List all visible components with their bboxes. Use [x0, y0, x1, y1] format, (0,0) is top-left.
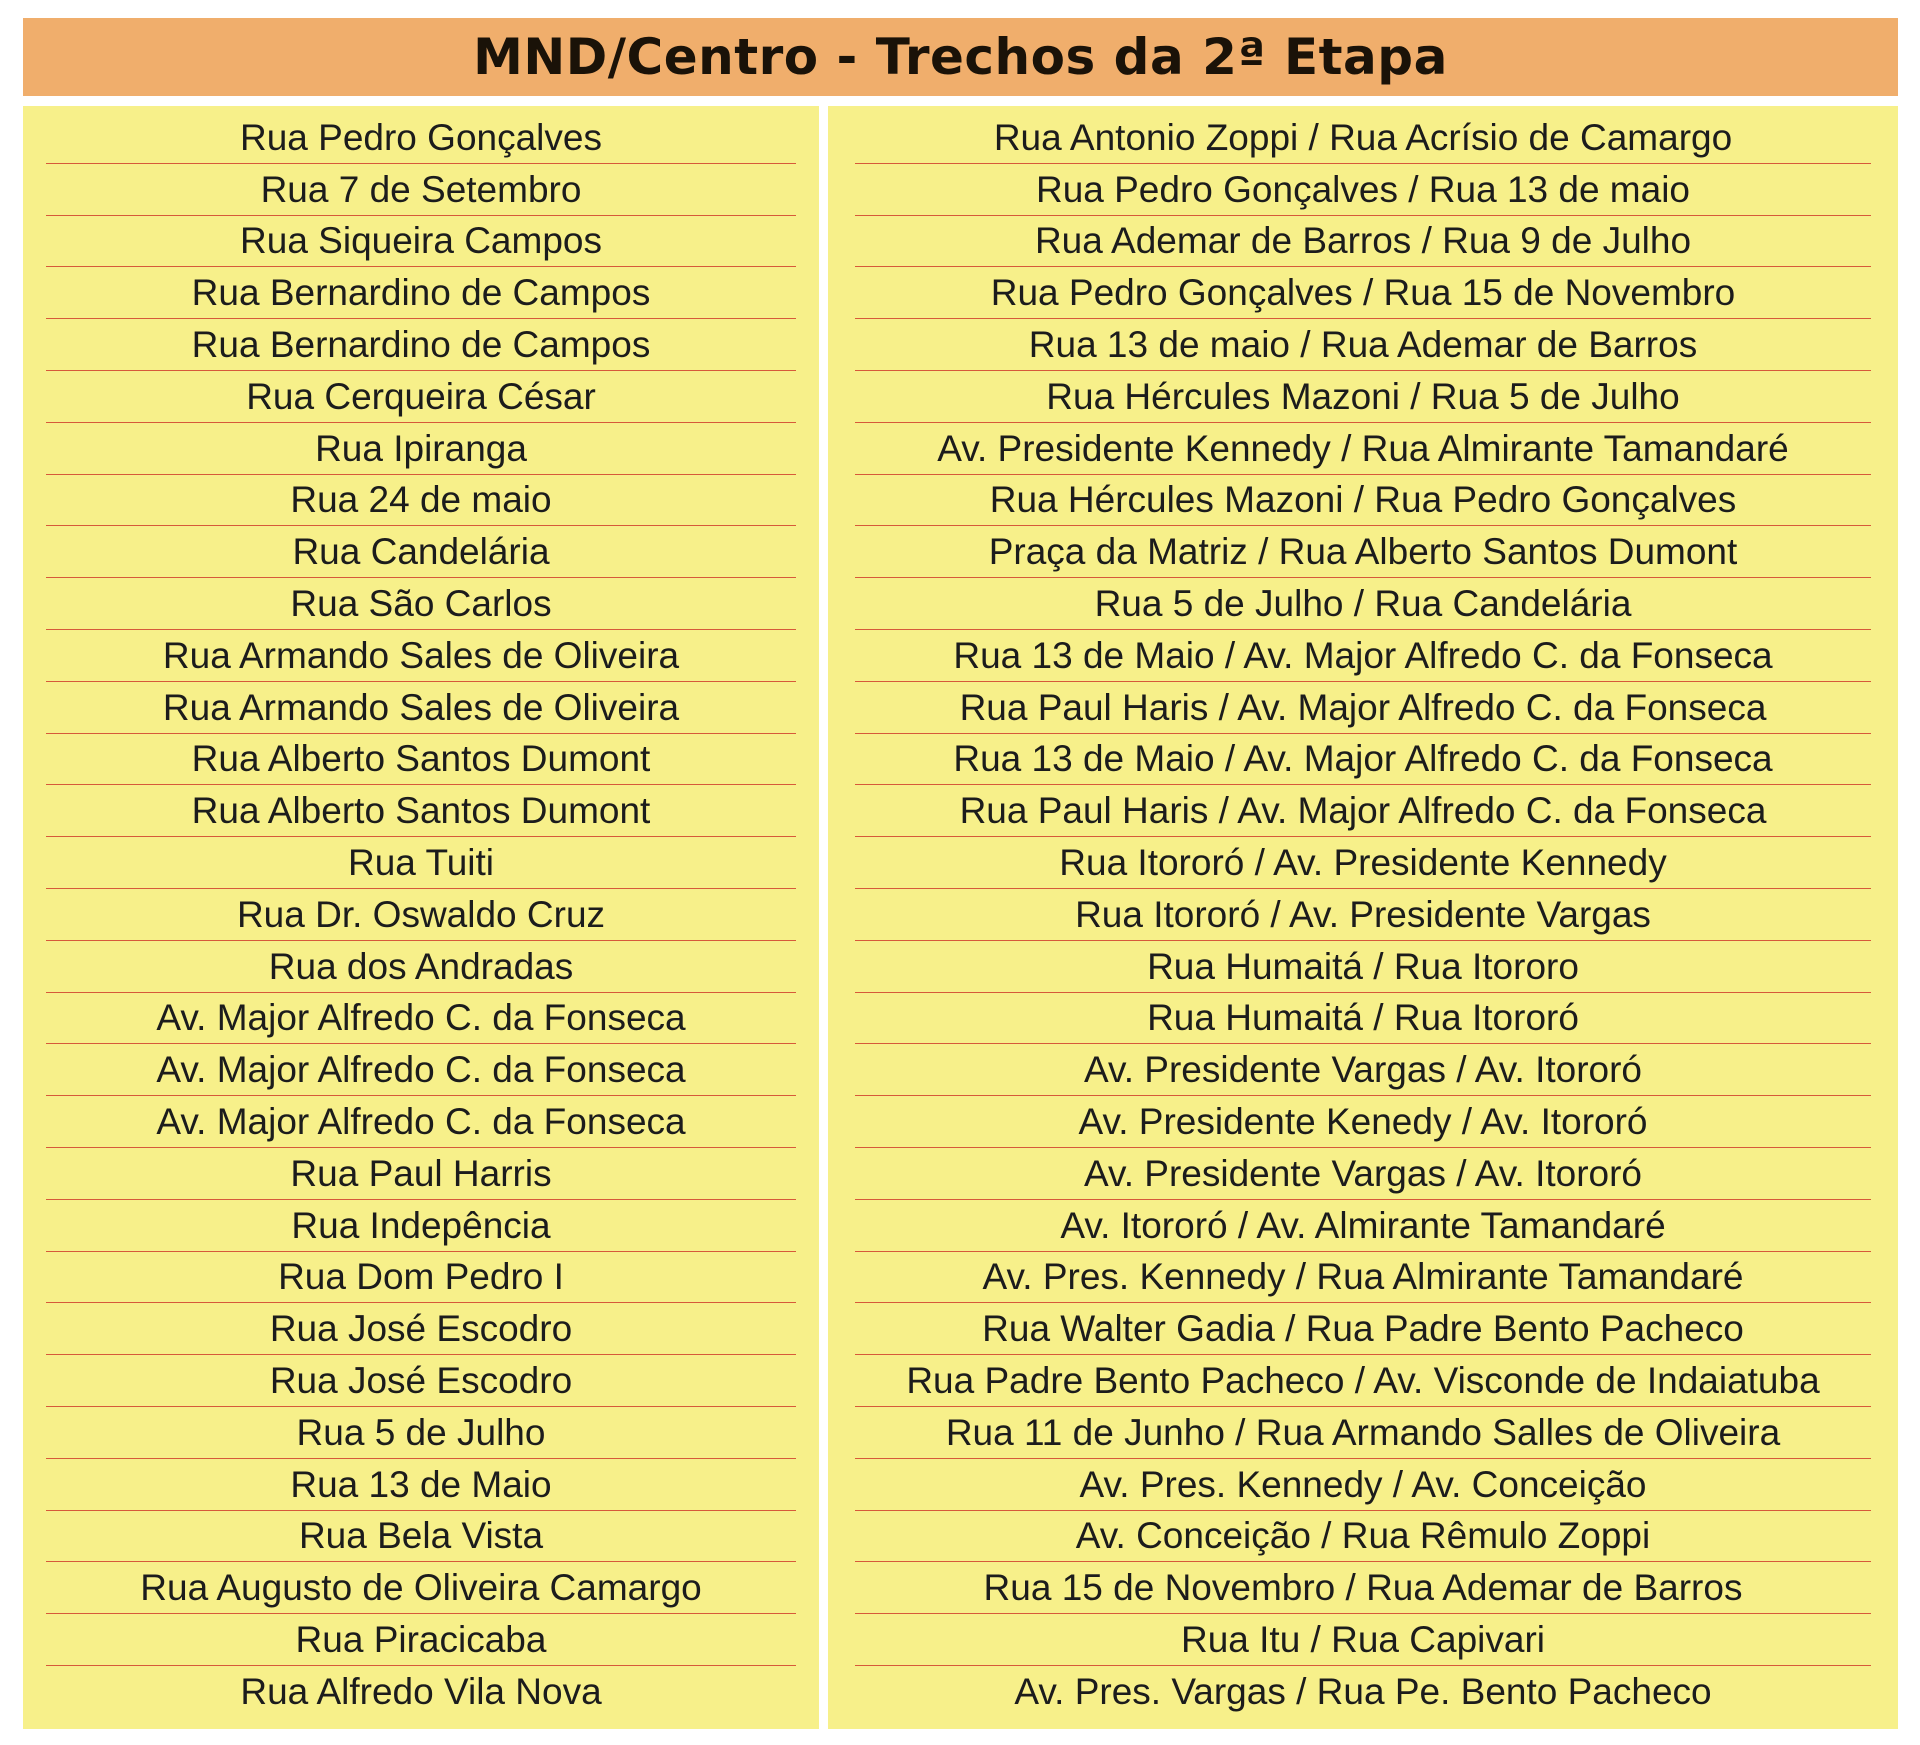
segment-cell: Rua Paul Haris / Av. Major Alfredo C. da Fonseca	[828, 682, 1898, 734]
street-cell: Rua São Carlos	[23, 578, 819, 630]
street-cell: Av. Major Alfredo C. da Fonseca	[23, 993, 819, 1045]
street-cell: Av. Major Alfredo C. da Fonseca	[23, 1096, 819, 1148]
street-cell: Rua Candelária	[23, 526, 819, 578]
segment-cell: Av. Pres. Kennedy / Rua Almirante Tamandaré	[828, 1252, 1898, 1304]
segment-cell: Rua Itororó / Av. Presidente Kennedy	[828, 837, 1898, 889]
segment-cell: Av. Pres. Kennedy / Av. Conceição	[828, 1459, 1898, 1511]
streets-list	[23, 112, 819, 1718]
street-cell: Rua Tuiti	[23, 837, 819, 889]
segment-cell: Rua Itu / Rua Capivari	[828, 1614, 1898, 1666]
segment-cell: Av. Presidente Vargas / Av. Itororó	[828, 1148, 1898, 1200]
segment-cell: Rua Humaitá / Rua Itororo	[828, 941, 1898, 993]
segment-cell: Av. Presidente Vargas / Av. Itororó	[828, 1044, 1898, 1096]
street-cell: Rua Cerqueira César	[23, 371, 819, 423]
street-cell: Rua Alberto Santos Dumont	[23, 734, 819, 786]
street-cell: Rua Piracicaba	[23, 1614, 819, 1666]
segments-list	[828, 112, 1898, 1718]
segment-cell: Rua 13 de Maio / Av. Major Alfredo C. da Fonseca	[828, 630, 1898, 682]
street-cell: Rua Alfredo Vila Nova	[240, 1670, 602, 1712]
segment-cell: Rua Hércules Mazoni / Rua 5 de Julho	[828, 371, 1898, 423]
street-cell: Rua dos Andradas	[23, 941, 819, 993]
segment-cell: Rua Ademar de Barros / Rua 9 de Julho	[828, 216, 1898, 268]
street-cell: Rua Ipiranga	[23, 423, 819, 475]
street-cell: Rua 13 de Maio	[23, 1459, 819, 1511]
segment-cell: Av. Itororó / Av. Almirante Tamandaré	[828, 1200, 1898, 1252]
street-cell: Rua Pedro Gonçalves	[23, 112, 819, 164]
segment-cell: Av. Conceição / Rua Rêmulo Zoppi	[828, 1511, 1898, 1563]
segment-cell: Av. Presidente Kennedy / Rua Almirante Tamandaré	[828, 423, 1898, 475]
segment-cell: Rua Itororó / Av. Presidente Vargas	[828, 889, 1898, 941]
segment-cell: Rua 15 de Novembro / Rua Ademar de Barros	[828, 1562, 1898, 1614]
segment-cell: Rua Humaitá / Rua Itororó	[828, 993, 1898, 1045]
street-cell: Rua Armando Sales de Oliveira	[23, 682, 819, 734]
street-cell: Rua Paul Harris	[23, 1148, 819, 1200]
street-cell: Rua Alberto Santos Dumont	[23, 785, 819, 837]
segment-cell: Rua Pedro Gonçalves / Rua 13 de maio	[828, 164, 1898, 216]
street-cell: Rua 7 de Setembro	[23, 164, 819, 216]
segment-cell: Av. Pres. Vargas / Rua Pe. Bento Pacheco	[1014, 1670, 1712, 1712]
street-cell: Rua Augusto de Oliveira Camargo	[23, 1562, 819, 1614]
street-cell: Rua Siqueira Campos	[23, 216, 819, 268]
segment-cell: Rua Pedro Gonçalves / Rua 15 de Novembro	[828, 267, 1898, 319]
street-cell: Rua Bernardino de Campos	[23, 267, 819, 319]
segment-cell: Rua Paul Haris / Av. Major Alfredo C. da Fonseca	[828, 785, 1898, 837]
page-title: MND/Centro - Trechos da 2ª Etapa	[473, 28, 1448, 86]
segment-cell: Rua Hércules Mazoni / Rua Pedro Gonçalves	[828, 475, 1898, 527]
street-cell: Rua 24 de maio	[23, 475, 819, 527]
segment-cell: Rua 5 de Julho / Rua Candelária	[828, 578, 1898, 630]
street-cell: Rua Armando Sales de Oliveira	[23, 630, 819, 682]
title-bar	[23, 18, 1898, 96]
street-cell: Av. Major Alfredo C. da Fonseca	[23, 1044, 819, 1096]
street-cell: Rua Bernardino de Campos	[23, 319, 819, 371]
segment-cell: Av. Presidente Kenedy / Av. Itororó	[828, 1096, 1898, 1148]
street-cell: Rua José Escodro	[23, 1303, 819, 1355]
segments-column	[828, 106, 1898, 1729]
segment-cell: Rua Walter Gadia / Rua Padre Bento Pacheco	[828, 1303, 1898, 1355]
segment-cell: Praça da Matriz / Rua Alberto Santos Dumont	[828, 526, 1898, 578]
segment-cell: Rua Padre Bento Pacheco / Av. Visconde de Indaiatuba	[828, 1355, 1898, 1407]
segment-cell: Rua 11 de Junho / Rua Armando Salles de Oliveira	[828, 1407, 1898, 1459]
street-cell: Rua 5 de Julho	[23, 1407, 819, 1459]
street-cell: Rua Indepência	[23, 1200, 819, 1252]
street-cell: Rua Dr. Oswaldo Cruz	[23, 889, 819, 941]
street-cell: Rua Bela Vista	[23, 1511, 819, 1563]
streets-column	[23, 106, 819, 1729]
segment-cell: Rua 13 de maio / Rua Ademar de Barros	[828, 319, 1898, 371]
segment-cell: Rua Antonio Zoppi / Rua Acrísio de Camargo	[828, 112, 1898, 164]
street-cell: Rua José Escodro	[23, 1355, 819, 1407]
street-cell: Rua Dom Pedro I	[23, 1252, 819, 1304]
segment-cell: Rua 13 de Maio / Av. Major Alfredo C. da Fonseca	[828, 734, 1898, 786]
